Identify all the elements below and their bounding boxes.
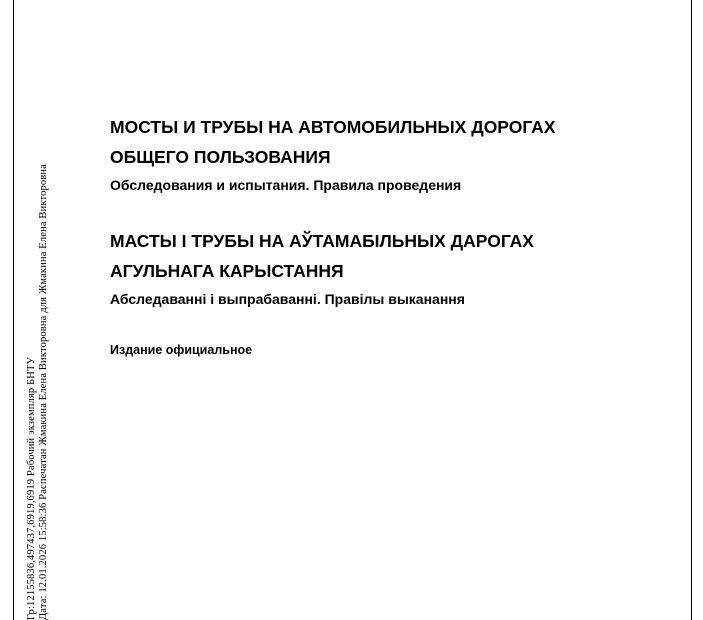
side-stamp xyxy=(26,100,49,620)
russian-title-block xyxy=(110,112,670,194)
by-title-line-2: АГУЛЬНАГА КАРЫСТАННЯ xyxy=(110,261,344,281)
by-subtitle: Абследаванні і выпрабаванні. Правілы выканання xyxy=(110,291,465,307)
stamp-line-1: Гр:12155836,497437,6919,6919 Рабочий экземпляр БНТУ xyxy=(26,356,37,620)
page-border-left xyxy=(13,0,14,620)
by-title-line-1: МАСТЫ І ТРУБЫ НА АЎТАМАБІЛЬНЫХ ДАРОГАХ xyxy=(110,231,534,251)
belarusian-title-block xyxy=(110,226,670,308)
page-border-right xyxy=(691,0,692,620)
official-edition-label: Издание официальное xyxy=(110,343,253,357)
stamp-line-2: Дата: 12.01.2026 15:58:36 Распечатан Жмакина Елена Викторовна для Жмакина Елена Викторовна xyxy=(37,164,49,620)
document-title-block xyxy=(110,112,670,358)
ru-title-line-2: ОБЩЕГО ПОЛЬЗОВАНИЯ xyxy=(110,147,331,167)
ru-subtitle: Обследования и испытания. Правила проведения xyxy=(110,177,462,193)
ru-title-line-1: МОСТЫ И ТРУБЫ НА АВТОМОБИЛЬНЫХ ДОРОГАХ xyxy=(110,117,556,137)
